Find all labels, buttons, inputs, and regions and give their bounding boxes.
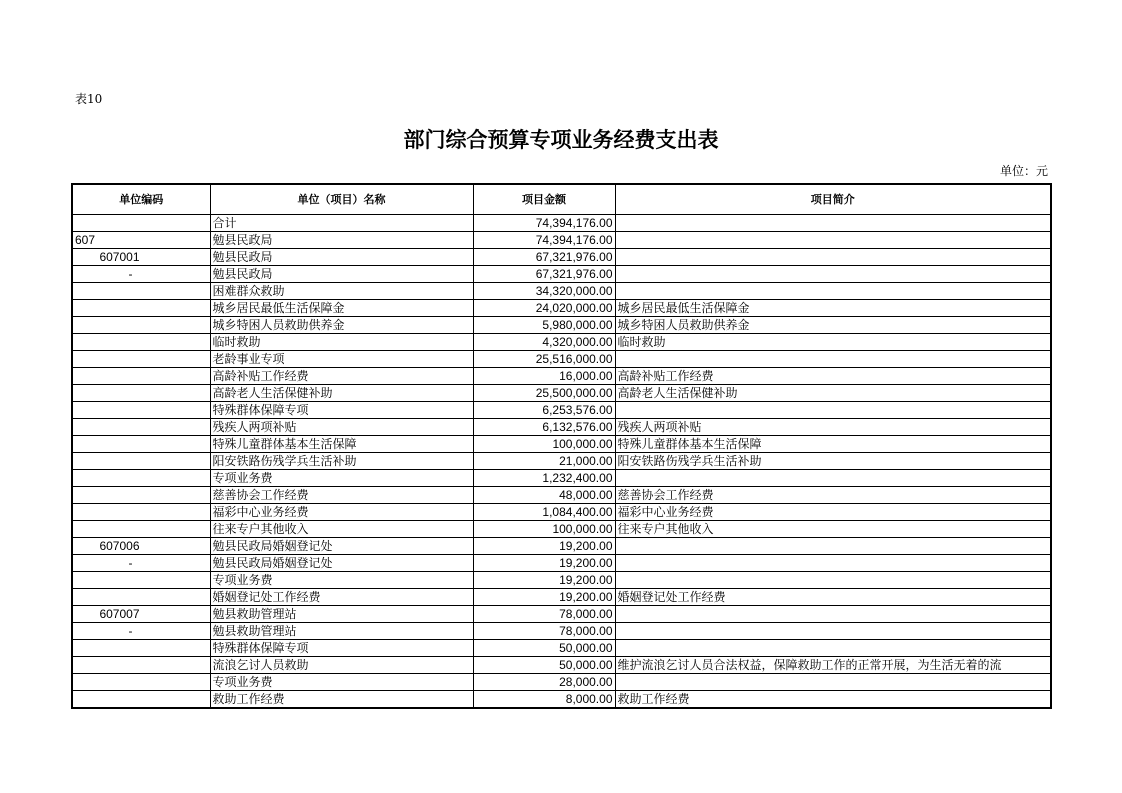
item-name-cell: 勉县民政局婚姻登记处 [210, 538, 473, 555]
amount-cell: 100,000.00 [473, 521, 615, 538]
unit-code-cell [72, 402, 210, 419]
item-name-cell: 慈善协会工作经费 [210, 487, 473, 504]
table-number: 表10 [75, 92, 103, 106]
unit-code-cell [72, 385, 210, 402]
amount-cell: 74,394,176.00 [473, 215, 615, 232]
amount-cell: 25,500,000.00 [473, 385, 615, 402]
amount-cell: 8,000.00 [473, 691, 615, 709]
description-cell [615, 606, 1051, 623]
unit-code-cell: - [72, 623, 210, 640]
amount-cell: 78,000.00 [473, 606, 615, 623]
unit-code-cell [72, 640, 210, 657]
budget-table [71, 183, 1052, 709]
amount-cell: 6,132,576.00 [473, 419, 615, 436]
table-row [72, 266, 1051, 283]
table-row [72, 640, 1051, 657]
amount-cell: 21,000.00 [473, 453, 615, 470]
unit-code-cell [72, 504, 210, 521]
table-row [72, 453, 1051, 470]
header-code: 单位编码 [72, 184, 210, 215]
item-name-cell: 城乡居民最低生活保障金 [210, 300, 473, 317]
unit-code-cell [72, 691, 210, 709]
item-name-cell: 城乡特困人员救助供养金 [210, 317, 473, 334]
description-cell [615, 266, 1051, 283]
unit-code-cell: - [72, 266, 210, 283]
description-cell: 城乡特困人员救助供养金 [615, 317, 1051, 334]
amount-cell: 50,000.00 [473, 657, 615, 674]
amount-cell: 28,000.00 [473, 674, 615, 691]
description-cell [615, 283, 1051, 300]
unit-code-cell [72, 453, 210, 470]
unit-code-cell [72, 215, 210, 232]
item-name-cell: 福彩中心业务经费 [210, 504, 473, 521]
item-name-cell: 救助工作经费 [210, 691, 473, 709]
item-name-cell: 特殊群体保障专项 [210, 640, 473, 657]
description-cell: 慈善协会工作经费 [615, 487, 1051, 504]
table-row [72, 555, 1051, 572]
amount-cell: 6,253,576.00 [473, 402, 615, 419]
description-cell [615, 555, 1051, 572]
table-row [72, 487, 1051, 504]
unit-code-cell [72, 487, 210, 504]
amount-cell: 4,320,000.00 [473, 334, 615, 351]
item-name-cell: 专项业务费 [210, 572, 473, 589]
header-name: 单位（项目）名称 [210, 184, 473, 215]
table-row [72, 317, 1051, 334]
description-cell [615, 640, 1051, 657]
description-cell [615, 215, 1051, 232]
description-cell [615, 538, 1051, 555]
amount-cell: 5,980,000.00 [473, 317, 615, 334]
description-cell [615, 470, 1051, 487]
amount-cell: 1,084,400.00 [473, 504, 615, 521]
table-row [72, 606, 1051, 623]
unit-code-cell [72, 470, 210, 487]
table-row [72, 504, 1051, 521]
table-row [72, 402, 1051, 419]
table-header-row [72, 184, 1051, 215]
amount-cell: 19,200.00 [473, 555, 615, 572]
amount-cell: 100,000.00 [473, 436, 615, 453]
unit-code-cell [72, 317, 210, 334]
item-name-cell: 临时救助 [210, 334, 473, 351]
table-row [72, 470, 1051, 487]
amount-cell: 67,321,976.00 [473, 266, 615, 283]
unit-code-cell [72, 419, 210, 436]
table-row [72, 215, 1051, 232]
item-name-cell: 特殊儿童群体基本生活保障 [210, 436, 473, 453]
table-row [72, 521, 1051, 538]
unit-code-cell [72, 283, 210, 300]
table-row [72, 368, 1051, 385]
unit-code-cell [72, 521, 210, 538]
table-row [72, 351, 1051, 368]
table-row [72, 674, 1051, 691]
description-cell: 残疾人两项补贴 [615, 419, 1051, 436]
table-row [72, 249, 1051, 266]
description-cell: 高龄老人生活保健补助 [615, 385, 1051, 402]
item-name-cell: 婚姻登记处工作经费 [210, 589, 473, 606]
description-cell [615, 249, 1051, 266]
item-name-cell: 勉县民政局 [210, 249, 473, 266]
table-row [72, 589, 1051, 606]
description-cell: 维护流浪乞讨人员合法权益，保障救助工作的正常开展，为生活无着的流 [615, 657, 1051, 674]
description-cell: 特殊儿童群体基本生活保障 [615, 436, 1051, 453]
item-name-cell: 合计 [210, 215, 473, 232]
amount-cell: 50,000.00 [473, 640, 615, 657]
description-cell: 福彩中心业务经费 [615, 504, 1051, 521]
header-amount: 项目金额 [473, 184, 615, 215]
table-row [72, 300, 1051, 317]
unit-code-cell [72, 300, 210, 317]
amount-cell: 74,394,176.00 [473, 232, 615, 249]
unit-code-cell: - [72, 555, 210, 572]
table-row [72, 657, 1051, 674]
item-name-cell: 勉县民政局婚姻登记处 [210, 555, 473, 572]
table-row [72, 419, 1051, 436]
description-cell [615, 232, 1051, 249]
amount-cell: 24,020,000.00 [473, 300, 615, 317]
item-name-cell: 专项业务费 [210, 470, 473, 487]
description-cell: 救助工作经费 [615, 691, 1051, 709]
item-name-cell: 高龄老人生活保健补助 [210, 385, 473, 402]
amount-cell: 19,200.00 [473, 572, 615, 589]
unit-code-cell [72, 351, 210, 368]
description-cell [615, 402, 1051, 419]
amount-cell: 19,200.00 [473, 538, 615, 555]
description-cell: 高龄补贴工作经费 [615, 368, 1051, 385]
amount-cell: 19,200.00 [473, 589, 615, 606]
table-row [72, 232, 1051, 249]
amount-cell: 34,320,000.00 [473, 283, 615, 300]
item-name-cell: 阳安铁路伤残学兵生活补助 [210, 453, 473, 470]
description-cell: 阳安铁路伤残学兵生活补助 [615, 453, 1051, 470]
unit-code-cell [72, 334, 210, 351]
unit-code-cell [72, 657, 210, 674]
item-name-cell: 专项业务费 [210, 674, 473, 691]
description-cell: 婚姻登记处工作经费 [615, 589, 1051, 606]
page-title: 部门综合预算专项业务经费支出表 [403, 128, 719, 152]
description-cell [615, 674, 1051, 691]
item-name-cell: 勉县民政局 [210, 266, 473, 283]
item-name-cell: 高龄补贴工作经费 [210, 368, 473, 385]
item-name-cell: 特殊群体保障专项 [210, 402, 473, 419]
unit-label: 单位：元 [999, 164, 1048, 178]
header-desc: 项目简介 [615, 184, 1051, 215]
description-cell [615, 572, 1051, 589]
unit-code-cell [72, 572, 210, 589]
description-cell: 往来专户其他收入 [615, 521, 1051, 538]
table-row [72, 691, 1051, 709]
item-name-cell: 往来专户其他收入 [210, 521, 473, 538]
table-row [72, 334, 1051, 351]
table-body [72, 215, 1051, 709]
table-row [72, 623, 1051, 640]
amount-cell: 48,000.00 [473, 487, 615, 504]
unit-code-cell: 607001 [72, 249, 210, 266]
unit-code-cell [72, 589, 210, 606]
table-row [72, 283, 1051, 300]
item-name-cell: 老龄事业专项 [210, 351, 473, 368]
amount-cell: 78,000.00 [473, 623, 615, 640]
unit-code-cell: 607 [72, 232, 210, 249]
item-name-cell: 流浪乞讨人员救助 [210, 657, 473, 674]
amount-cell: 25,516,000.00 [473, 351, 615, 368]
unit-code-cell [72, 674, 210, 691]
unit-code-cell [72, 368, 210, 385]
description-cell [615, 351, 1051, 368]
unit-code-cell: 607006 [72, 538, 210, 555]
unit-code-cell: 607007 [72, 606, 210, 623]
item-name-cell: 困难群众救助 [210, 283, 473, 300]
table-row [72, 436, 1051, 453]
table-row [72, 538, 1051, 555]
item-name-cell: 勉县民政局 [210, 232, 473, 249]
item-name-cell: 勉县救助管理站 [210, 606, 473, 623]
description-cell: 城乡居民最低生活保障金 [615, 300, 1051, 317]
amount-cell: 16,000.00 [473, 368, 615, 385]
description-cell: 临时救助 [615, 334, 1051, 351]
table-row [72, 385, 1051, 402]
amount-cell: 67,321,976.00 [473, 249, 615, 266]
item-name-cell: 残疾人两项补贴 [210, 419, 473, 436]
amount-cell: 1,232,400.00 [473, 470, 615, 487]
description-cell [615, 623, 1051, 640]
unit-code-cell [72, 436, 210, 453]
table-row [72, 572, 1051, 589]
item-name-cell: 勉县救助管理站 [210, 623, 473, 640]
